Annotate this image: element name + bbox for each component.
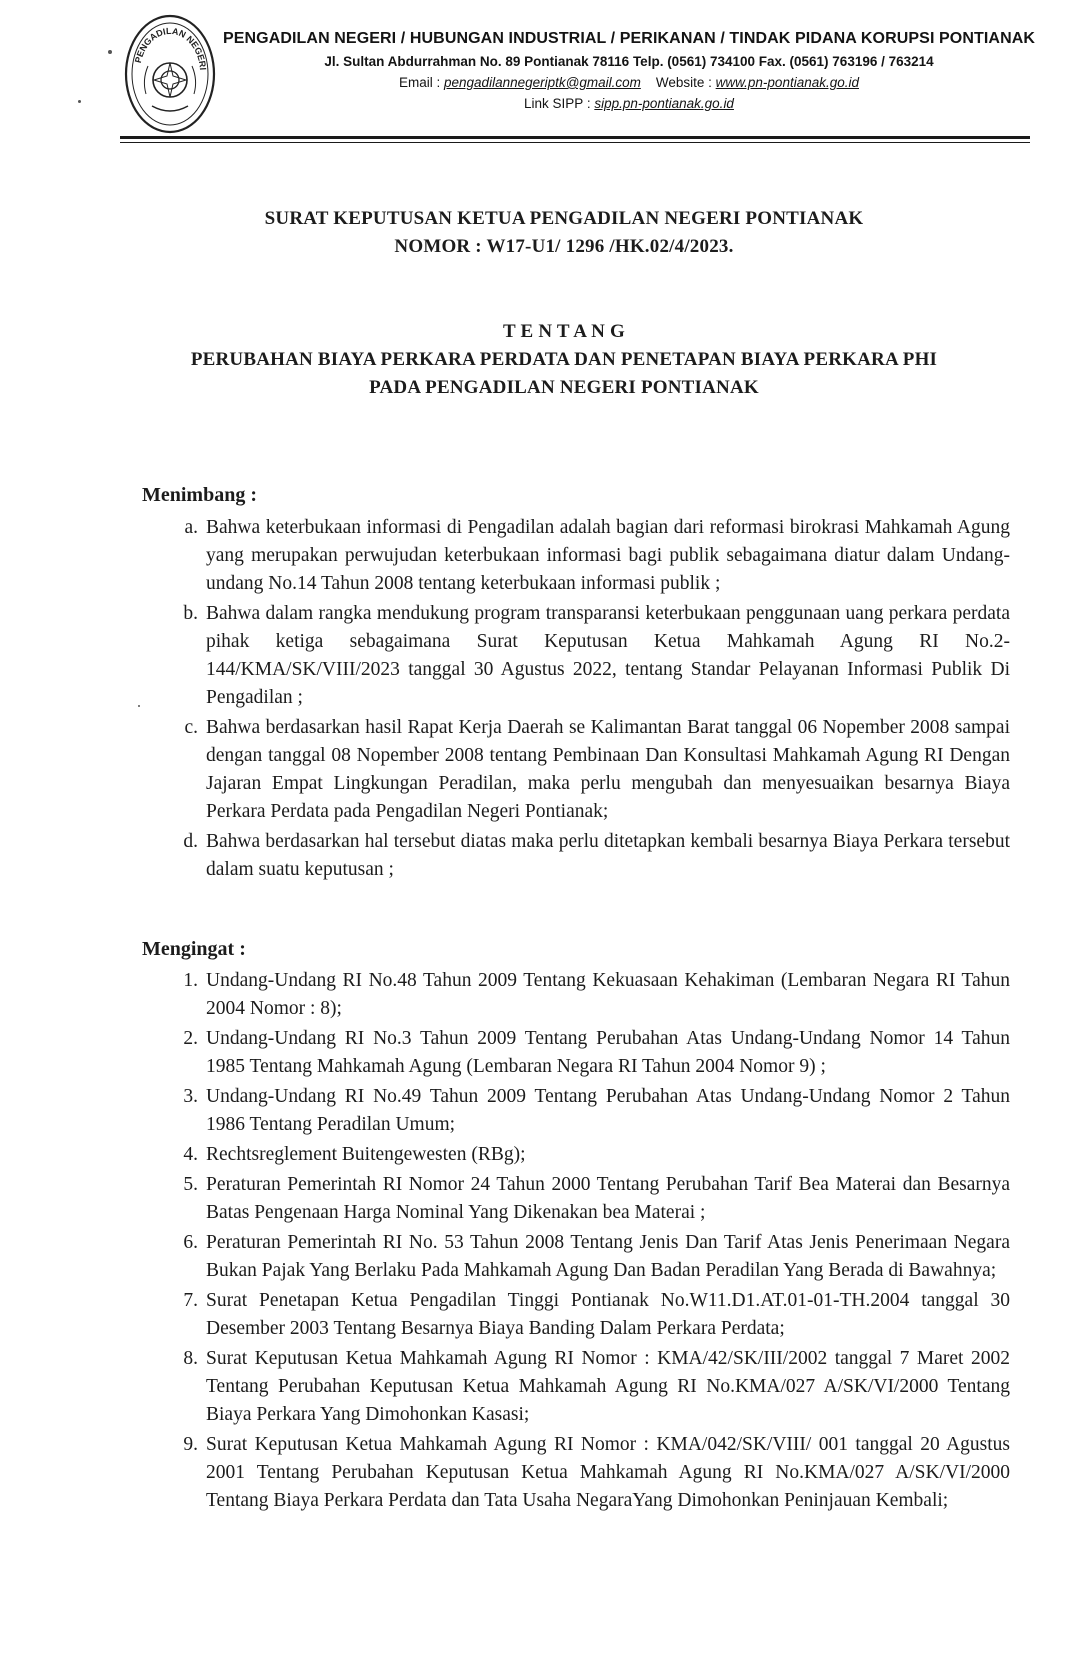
decree-subject: [100, 318, 1028, 402]
mengingat-item: [142, 967, 1010, 1023]
decree-title: [100, 205, 1028, 261]
mengingat-item: [142, 1287, 1010, 1343]
mengingat-heading: Mengingat :: [142, 938, 246, 960]
menimbang-item: [142, 828, 1010, 884]
menimbang-item: [142, 714, 1010, 826]
menimbang-item: [142, 600, 1010, 712]
website-link[interactable]: www.pn-pontianak.go.id: [715, 75, 859, 90]
mengingat-item-text: Peraturan Pemerintah RI Nomor 24 Tahun 2000 Tentang Perubahan Tarif Bea Materai dan Besarnya Batas Pengenaan Harga Nominal Yang Dikenakan bea Materai ;: [206, 1174, 1010, 1223]
mengingat-item-marker: 8.: [183, 1348, 198, 1369]
letterhead: [118, 10, 1038, 140]
mengingat-item-marker: 3.: [183, 1086, 198, 1107]
address-line: Jl. Sultan Abdurrahman No. 89 Pontianak 78116 Telp. (0561) 734100 Fax. (0561) 763196 / 763214: [324, 54, 934, 69]
mengingat-item: [142, 1229, 1010, 1285]
mengingat-item-text: Undang-Undang RI No.48 Tahun 2009 Tentang Kekuasaan Kehakiman (Lembaran Negara RI Tahun 2004 Nomor : 8);: [206, 970, 1010, 1019]
mengingat-item-text: Undang-Undang RI No.49 Tahun 2009 Tentang Perubahan Atas Undang-Undang Nomor 2 Tahun 1986 Tentang Peradilan Umum;: [206, 1086, 1010, 1135]
decree-number: NOMOR : W17-U1/ 1296 /HK.02/4/2023.: [394, 236, 734, 257]
court-seal-logo: [122, 10, 218, 140]
subject-line2: PADA PENGADILAN NEGERI PONTIANAK: [369, 377, 759, 398]
letterhead-rule-thin: [120, 142, 1030, 143]
mengingat-item: [142, 1083, 1010, 1139]
mengingat-item: [142, 1431, 1010, 1515]
scan-speck: [108, 50, 112, 54]
seal-text: PENGADILAN NEGERI: [132, 25, 208, 71]
menimbang-item-text: Bahwa berdasarkan hal tersebut diatas maka perlu ditetapkan kembali besarnya Biaya Perkara tersebut dalam suatu keputusan ;: [206, 831, 1010, 880]
menimbang-item-marker: d.: [183, 831, 198, 852]
subject-line1: PERUBAHAN BIAYA PERKARA PERDATA DAN PENETAPAN BIAYA PERKARA PHI: [190, 349, 938, 370]
contact-line: [216, 75, 1042, 90]
menimbang-heading: Menimbang :: [142, 484, 257, 506]
menimbang-item-marker: b.: [183, 603, 198, 624]
mengingat-item-text: Rechtsreglement Buitengewesten (RBg);: [206, 1144, 526, 1165]
mengingat-item-marker: 5.: [183, 1174, 198, 1195]
scan-speck: [78, 100, 81, 103]
menimbang-item: [142, 514, 1010, 598]
mengingat-item-marker: 4.: [183, 1144, 198, 1165]
letterhead-rule: [120, 136, 1030, 139]
mengingat-item-text: Surat Penetapan Ketua Pengadilan Tinggi Pontianak No.W11.D1.AT.01-01-TH.2004 tanggal 30 Desember 2003 Tentang Besarnya Biaya Banding Dalam Perkara Perdata;: [206, 1290, 1010, 1339]
mengingat-item-marker: 6.: [183, 1232, 198, 1253]
menimbang-item-text: Bahwa dalam rangka mendukung program transparansi keterbukaan penggunaan uang perkara perdata pihak ketiga sebagaimana Surat Keputusan Ketua Mahkamah Agung RI No.2-144/KMA/SK/VIII/2023 tanggal 30 Agustus 2022, tentang Standar Pelayanan Informasi Publik Di Pengadilan ;: [206, 603, 1010, 708]
mengingat-item-marker: 1.: [183, 970, 198, 991]
menimbang-item-marker: a.: [184, 517, 198, 538]
mengingat-list: [142, 967, 1010, 1517]
website-label: Website :: [655, 75, 712, 90]
mengingat-item-marker: 9.: [183, 1434, 198, 1455]
institution-name: PENGADILAN NEGERI / HUBUNGAN INDUSTRIAL / PERIKANAN / TINDAK PIDANA KORUPSI PONTIANAK: [222, 30, 1036, 47]
mengingat-item-text: Peraturan Pemerintah RI No. 53 Tahun 2008 Tentang Jenis Dan Tarif Atas Jenis Penerimaan Negara Bukan Pajak Yang Berlaku Pada Mahkamah Agung Dan Badan Peradilan Yang Berada di Bawahnya;: [206, 1232, 1010, 1281]
mengingat-item: [142, 1141, 1010, 1169]
subject-heading: T E N T A N G: [503, 321, 625, 342]
mengingat-item-text: Surat Keputusan Ketua Mahkamah Agung RI Nomor : KMA/42/SK/III/2002 tanggal 7 Maret 2002 Tentang Perubahan Keputusan Ketua Mahkamah Agung RI No.KMA/027 A/SK/VI/2000 Tentang Biaya Perkara Yang Dimohonkan Kasasi;: [206, 1348, 1010, 1425]
decree-title-line1: SURAT KEPUTUSAN KETUA PENGADILAN NEGERI PONTIANAK: [264, 208, 864, 229]
menimbang-item-text: Bahwa keterbukaan informasi di Pengadilan adalah bagian dari reformasi birokrasi Mahkamah Agung yang merupakan perwujudan keterbukaan informasi bagi publik sebagaimana diatur dalam Undang-undang No.14 Tahun 2008 tentang keterbukaan informasi publik ;: [206, 517, 1010, 594]
mengingat-item-text: Undang-Undang RI No.3 Tahun 2009 Tentang Perubahan Atas Undang-Undang Nomor 14 Tahun 1985 Tentang Mahkamah Agung (Lembaran Negara RI Tahun 2004 Nomor 9) ;: [206, 1028, 1010, 1077]
letterhead-text: [216, 30, 1042, 111]
mengingat-item-text: Surat Keputusan Ketua Mahkamah Agung RI Nomor : KMA/042/SK/VIII/ 001 tanggal 20 Agustus 2001 Tentang Perubahan Keputusan Ketua Mahkamah Agung RI No.KMA/027 A/SK/VI/2000 Tentang Biaya Perkara Perdata dan Tata Usaha NegaraYang Dimohonkan Peninjauan Kembali;: [206, 1434, 1010, 1511]
mengingat-item: [142, 1171, 1010, 1227]
email-label: Email :: [398, 75, 441, 90]
sipp-link[interactable]: sipp.pn-pontianak.go.id: [594, 96, 734, 111]
mengingat-item-marker: 7.: [183, 1290, 198, 1311]
mengingat-item-marker: 2.: [183, 1028, 198, 1049]
mengingat-item: [142, 1025, 1010, 1081]
sipp-label: Link SIPP :: [524, 96, 591, 111]
email-link[interactable]: pengadilannegeriptk@gmail.com: [444, 75, 641, 90]
menimbang-item-text: Bahwa berdasarkan hasil Rapat Kerja Daerah se Kalimantan Barat tanggal 06 Nopember 2008 sampai dengan tanggal 08 Nopember 2008 tentang Pembinaan Dan Konsultasi Mahkamah Agung RI Dengan Jajaran Empat Lingkungan Peradilan, maka perlu mengubah dan menyesuaikan besarnya Biaya Perkara Perdata pada Pengadilan Negeri Pontianak;: [206, 717, 1010, 822]
menimbang-list: [142, 514, 1010, 886]
menimbang-item-marker: c.: [184, 717, 198, 738]
mengingat-item: [142, 1345, 1010, 1429]
scan-speck: [138, 705, 140, 707]
sipp-line: [216, 96, 1042, 111]
